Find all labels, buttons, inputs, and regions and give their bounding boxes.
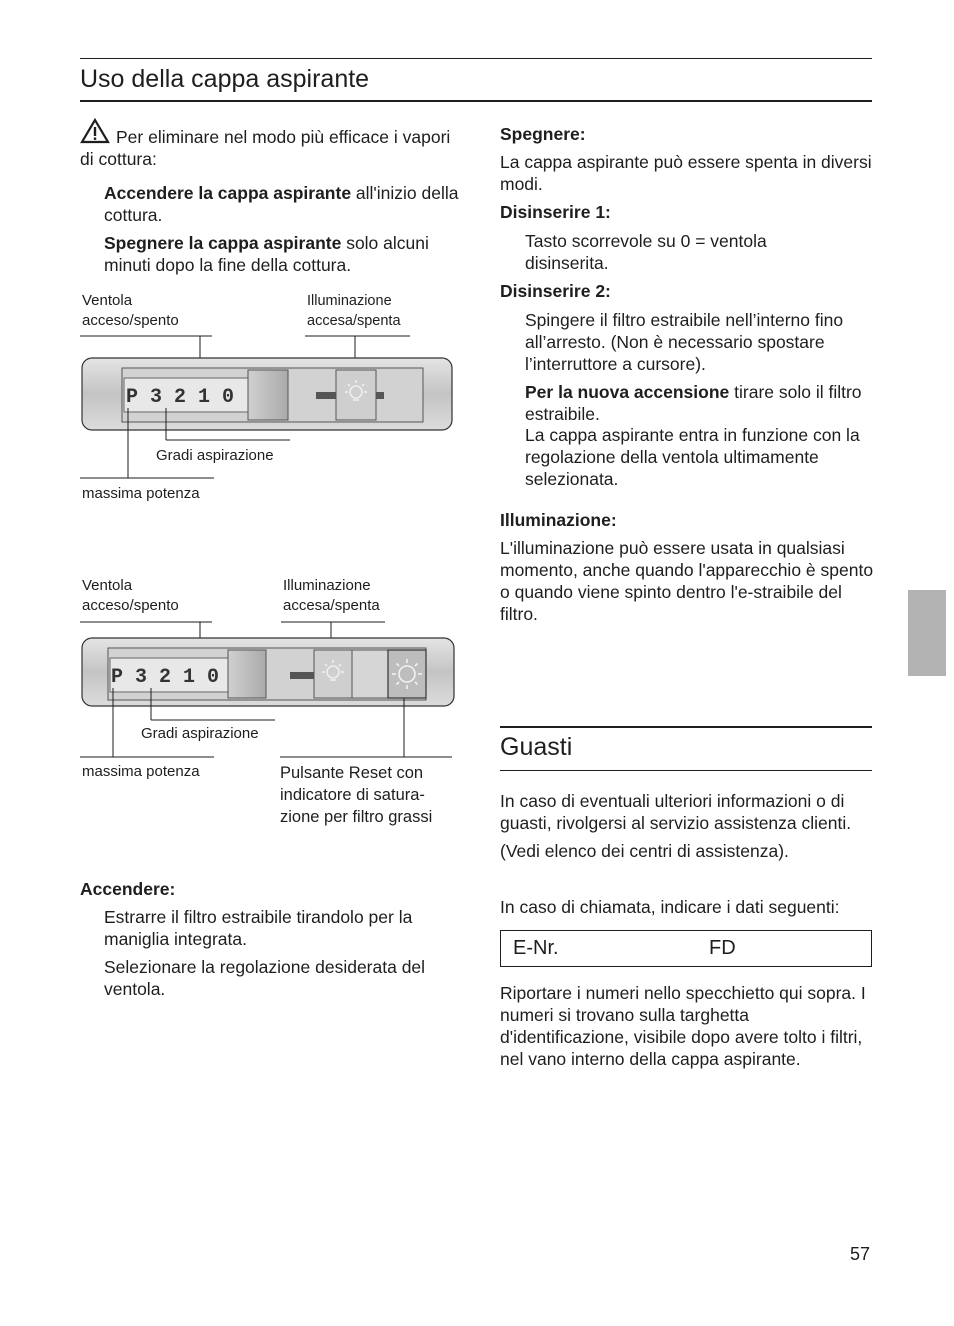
intro-item-2: Spegnere la cappa aspirante solo alcuni minuti dopo la fine della cottura.: [104, 233, 429, 275]
d2-diagram: [78, 620, 458, 765]
guasti-title: Guasti: [500, 733, 573, 761]
section-tab: [908, 590, 946, 676]
guasti-text-2: (Vedi elenco dei centri di assistenza).: [500, 841, 789, 861]
guasti-text-1: In caso di eventuali ulteriori informazioni o di guasti, rivolgersi al servizio assistenza clienti.: [500, 791, 852, 833]
nuova-accensione: Per la nuova accensione tirare solo il filtro estraibile.: [525, 382, 862, 424]
enr-fd-table: [500, 930, 872, 967]
d1-label-illum: Illuminazione accesa/spenta: [307, 293, 401, 329]
spegnere-title: Spegnere:: [500, 124, 586, 144]
page-title: Uso della cappa aspirante: [80, 65, 370, 93]
intro-item-1: Accendere la cappa aspirante all'inizio della cottura.: [104, 183, 459, 225]
d2-label-reset: Pulsante Reset con indicatore di satura- zione per filtro grassi: [280, 764, 433, 826]
disinserire2-text: Spingere il filtro estraibile nell’interno fino all’arresto. (Non è necessario spostare l’interruttore a cursore).: [525, 310, 844, 374]
table-fd: FD: [709, 937, 736, 959]
guasti-top-rule: [500, 726, 872, 728]
d1-label-gradi: Gradi aspirazione: [156, 447, 274, 464]
table-enr: E-Nr.: [513, 937, 559, 959]
accendere-title: Accendere:: [80, 879, 176, 899]
d2-label-massima: massima potenza: [82, 763, 200, 780]
illuminazione-title: Illuminazione:: [500, 510, 617, 530]
disinserire1-text: Tasto scorrevole su 0 = ventola disinserita.: [525, 231, 767, 273]
d2-label-gradi: Gradi aspirazione: [141, 725, 259, 742]
accendere-item-1: Estrarre il filtro estraibile tirandolo per la maniglia integrata.: [104, 907, 413, 949]
d2-label-ventola: Ventola acceso/spento: [82, 577, 179, 614]
svg-text:P 3 2 1 0: P 3 2 1 0: [126, 386, 235, 409]
chiamata-text: In caso di chiamata, indicare i dati seguenti:: [500, 897, 840, 917]
guasti-bottom-rule: [500, 770, 872, 771]
d1-label-massima: massima potenza: [82, 485, 200, 502]
spegnere-text: La cappa aspirante può essere spenta in diversi modi.: [500, 152, 872, 194]
intro-text: Per eliminare nel modo più efficace i vapori di cottura:: [80, 127, 451, 169]
svg-text:P 3 2 1 0: P 3 2 1 0: [111, 666, 220, 689]
page-number: 57: [850, 1244, 871, 1264]
d2-label-illum: Illuminazione accesa/spenta: [283, 577, 380, 614]
d1-label-ventola: Ventola acceso/spento: [82, 292, 179, 329]
disinserire1-title: Disinserire 1:: [500, 202, 611, 222]
illuminazione-text: L'illuminazione può essere usata in qualsiasi momento, anche quando l'apparecchio è spento o quando viene spinto dentro l'e-straibile del filtro.: [500, 538, 874, 624]
nuova-text-2: La cappa aspirante entra in funzione con la regolazione della ventola ultimamente selezionata.: [525, 425, 860, 489]
header-bottom-rule: [80, 100, 872, 102]
disinserire2-title: Disinserire 2:: [500, 281, 611, 301]
header-top-rule: [80, 58, 872, 59]
accendere-item-2: Selezionare la regolazione desiderata del ventola.: [104, 957, 426, 999]
riportare-text: Riportare i numeri nello specchietto qui sopra. I numeri si trovano sulla targhetta d'identificazione, visibile dopo avere tolto i filtri, nel vano interno della cappa aspirante.: [500, 983, 866, 1069]
